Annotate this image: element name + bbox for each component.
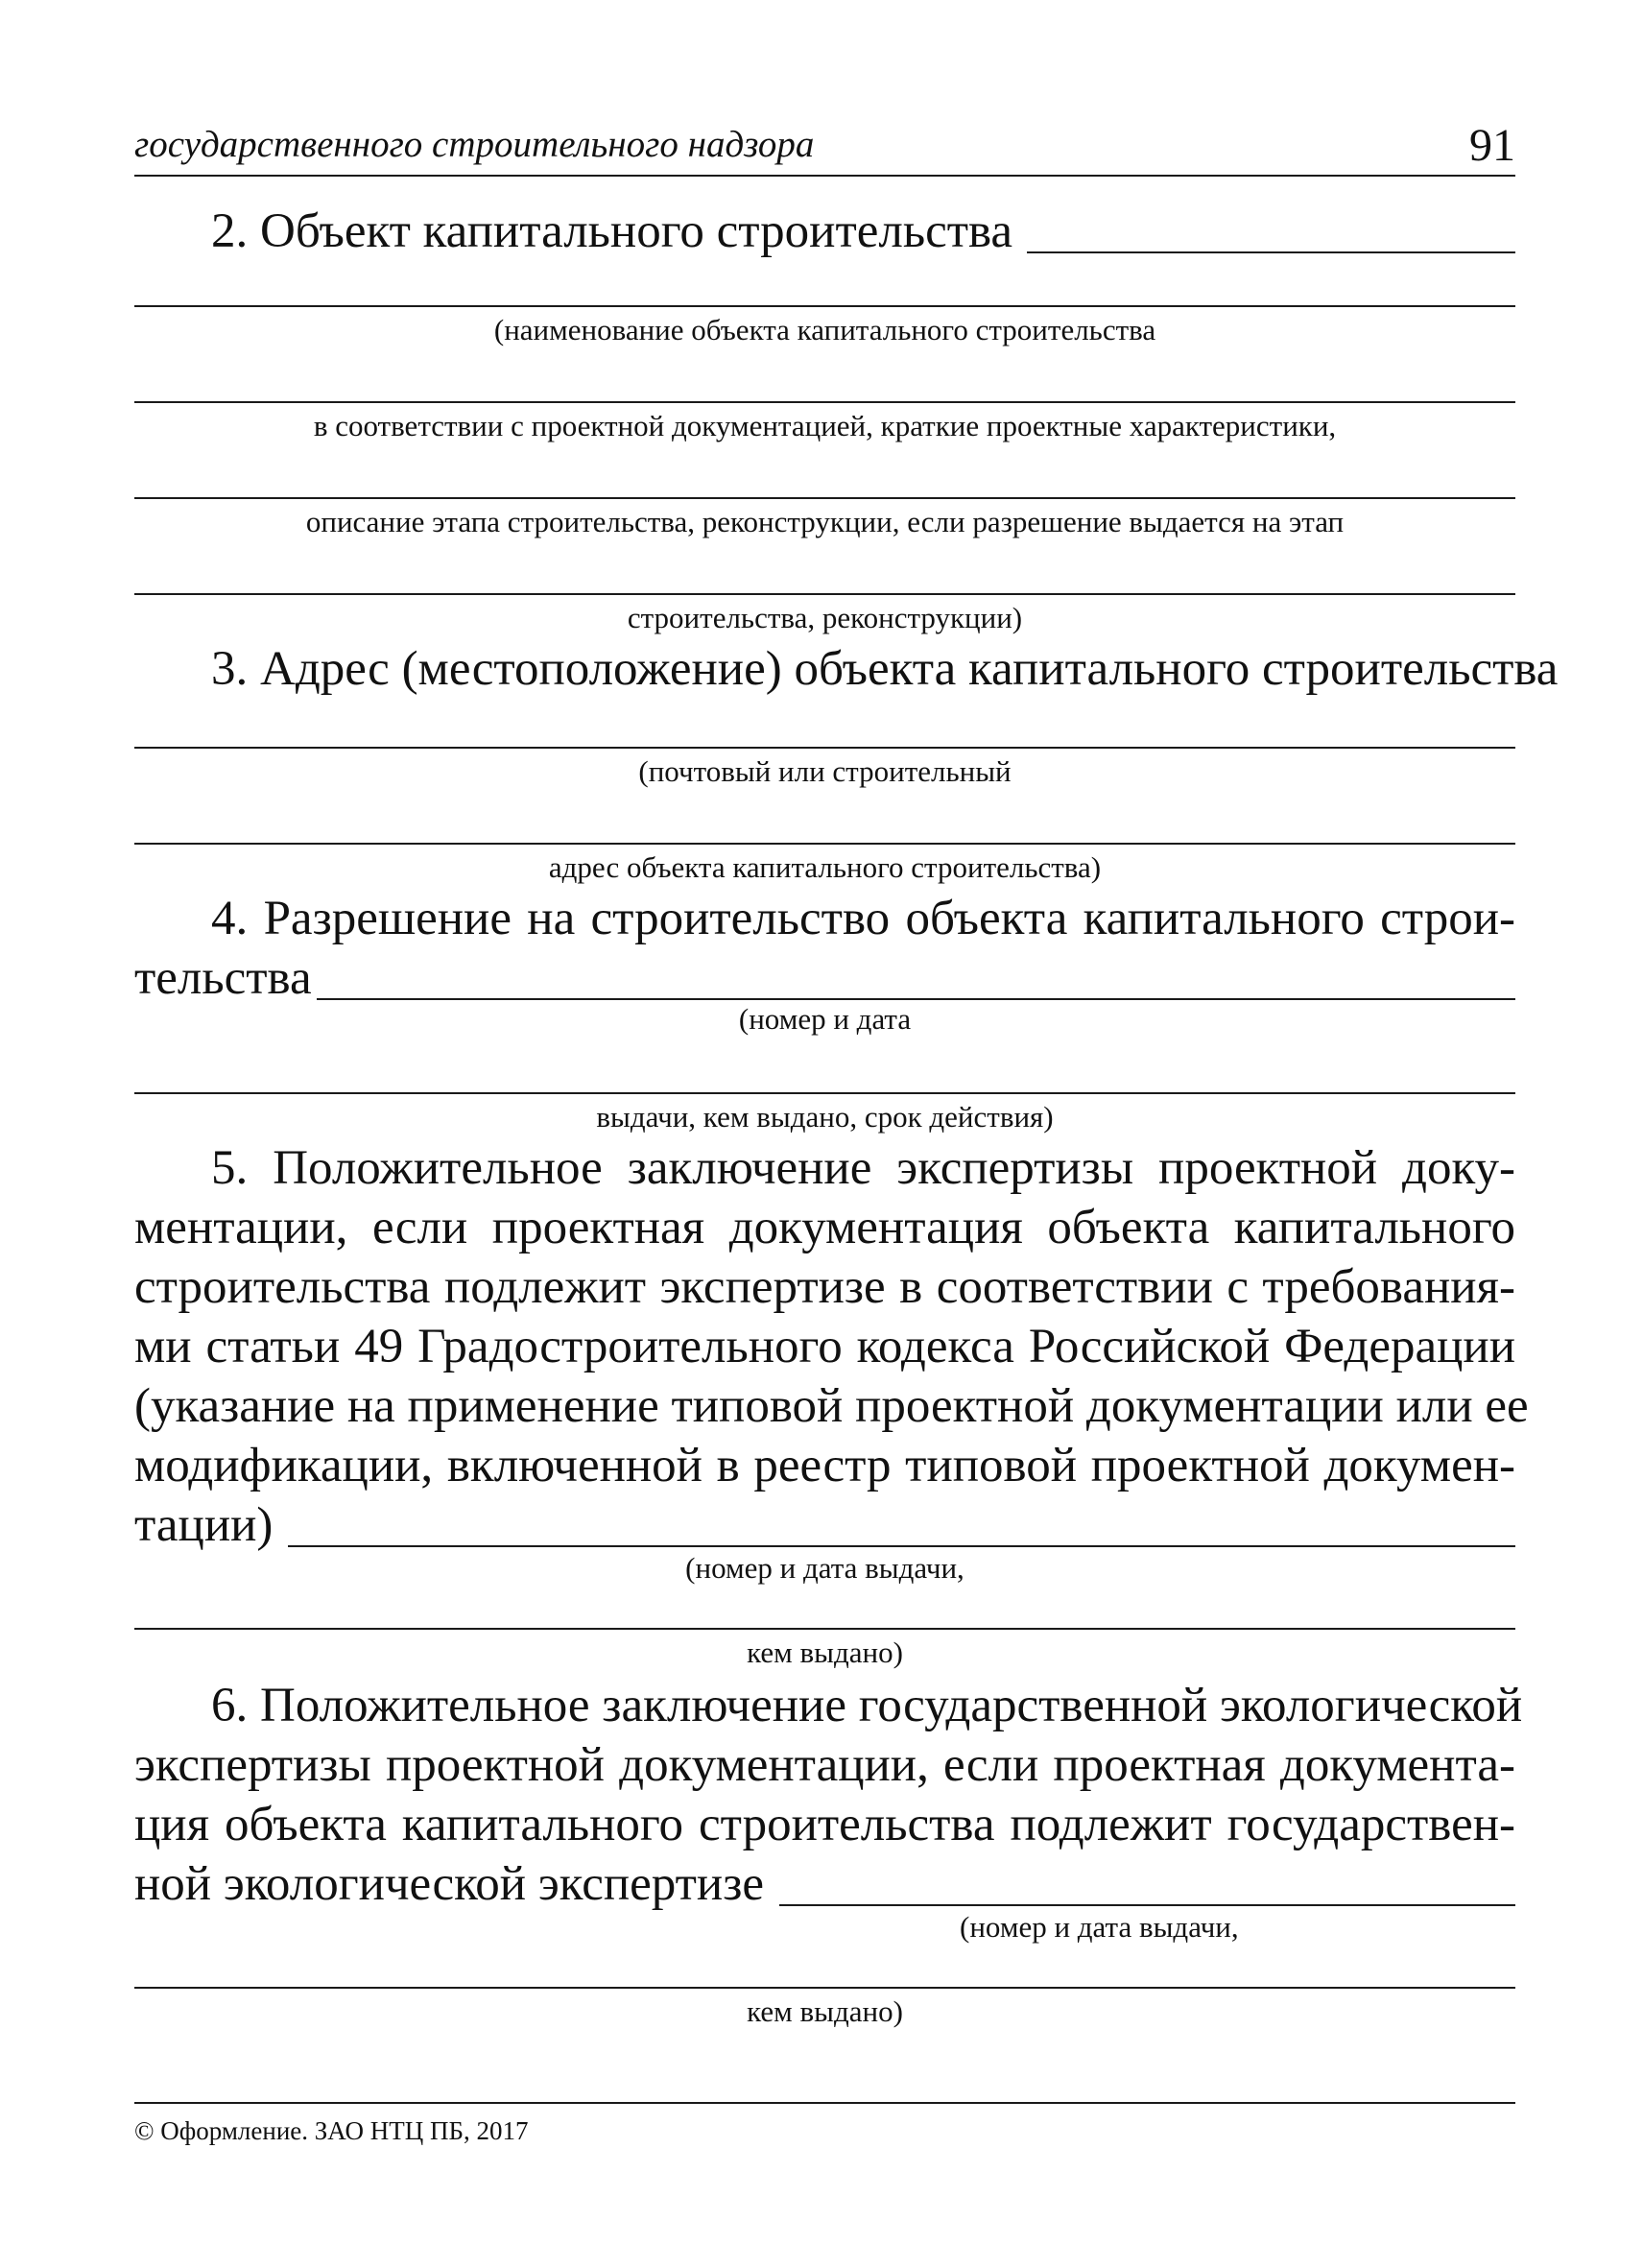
section-5-blank-1 (134, 1628, 1515, 1630)
section-6-line-3: ция объекта капитального строительства подлежит государствен- (134, 1798, 1515, 1851)
section-2-caption-3: описание этапа строительства, реконструкции, если разрешение выдается на этап (305, 505, 1345, 538)
section-2-blank-4 (134, 593, 1515, 595)
section-6-blank-1 (134, 1987, 1515, 1989)
section-2-blank-2 (134, 401, 1515, 403)
section-6-caption-1: (номер и дата выдачи, (960, 1910, 1239, 1944)
section-2-caption-2: в соответствии с проектной документацией, краткие проектные характеристики, (313, 409, 1337, 442)
section-2-blank-1 (134, 305, 1515, 307)
footer-rule (134, 2102, 1515, 2104)
section-3-blank-2 (134, 843, 1515, 845)
section-5-line-2: ментации, если проектная документация объекта капитального (134, 1201, 1515, 1254)
section-5-caption-1: (номер и дата выдачи, (685, 1551, 964, 1585)
footer-copyright: © Оформление. ЗАО НТЦ ПБ, 2017 (134, 2116, 529, 2145)
section-5-last-line: тации) (134, 1498, 274, 1552)
section-5-paragraph (134, 1138, 1529, 1495)
section-5-caption-2: кем выдано) (747, 1635, 903, 1669)
section-4-paragraph (134, 889, 1515, 948)
section-5-line-5: (указание на применение типовой проектной документации или ее (134, 1379, 1529, 1433)
section-5-line-4: ми статьи 49 Градостроительного кодекса Российской Федерации (134, 1320, 1515, 1373)
section-4-caption-1: (номер и дата (738, 1002, 912, 1036)
section-2-caption-4: строительства, реконструкции) (627, 601, 1023, 634)
section-4-line-1: 4. Разрешение на строительство объекта капитального строи- (211, 892, 1515, 945)
section-2-blank-3 (134, 497, 1515, 499)
section-3-title: 3. Адрес (местоположение) объекта капитального строительства (211, 642, 1559, 696)
section-3-caption-1: (почтовый или строительный (638, 754, 1012, 788)
section-4-blank-inline (317, 998, 1515, 1000)
section-6-paragraph (134, 1676, 1523, 1854)
section-4-line-2: тельства (134, 951, 312, 1005)
section-5-line-3: строительства подлежит экспертизе в соответствии с требования- (134, 1260, 1515, 1314)
header-rule (134, 175, 1515, 177)
section-4-blank-1 (134, 1092, 1515, 1094)
section-6-caption-2: кем выдано) (747, 1994, 903, 2028)
section-3-blank-1 (134, 747, 1515, 749)
section-6-blank-inline (779, 1904, 1515, 1906)
section-5-line-6: модификации, включенной в реестр типовой проектной докумен- (134, 1439, 1515, 1492)
section-5-line-1: 5. Положительное заключение экспертизы проектной доку- (211, 1141, 1515, 1195)
section-2-title: 2. Объект капитального строительства (211, 204, 1013, 258)
page-number: 91 (1469, 120, 1515, 171)
section-6-line-2: экспертизы проектной документации, если проектная документа- (134, 1738, 1515, 1792)
section-5-blank-inline (288, 1545, 1515, 1547)
running-title: государственного строительного надзора (134, 124, 815, 165)
section-6-last-line: ной экологической экспертизе (134, 1857, 764, 1911)
section-3-caption-2: адрес объекта капитального строительства) (548, 850, 1102, 884)
section-4-caption-2: выдачи, кем выдано, срок действия) (596, 1100, 1054, 1134)
section-2-blank-inline (1027, 251, 1515, 253)
section-2-caption-1: (наименование объекта капитального строительства (493, 313, 1156, 346)
section-6-line-1: 6. Положительное заключение государственной экологической (211, 1679, 1523, 1732)
